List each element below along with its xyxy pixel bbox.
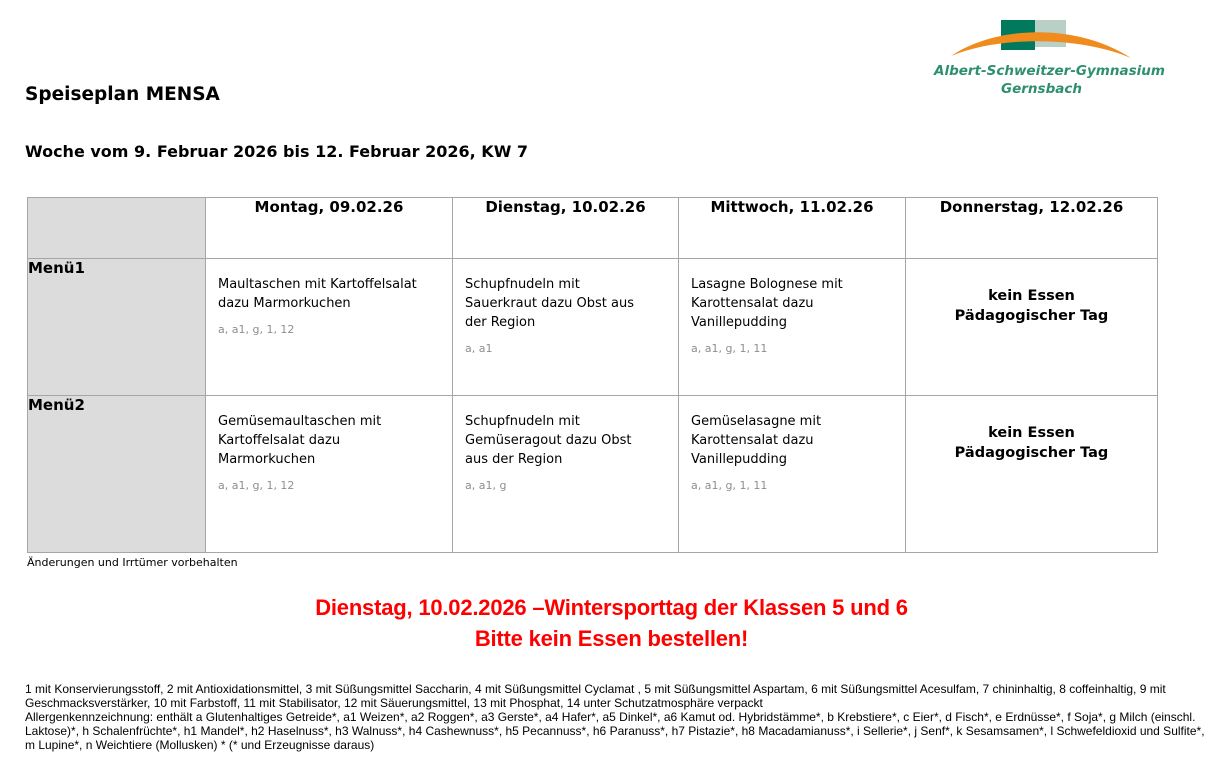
column-header-dienstag: Dienstag, 10.02.26 bbox=[453, 198, 679, 259]
meal-text: Schupfnudeln mit Sauerkraut dazu Obst aus der Region bbox=[465, 277, 634, 330]
school-logo bbox=[934, 12, 1165, 98]
no-meal-line1: kein Essen bbox=[988, 288, 1075, 304]
announcement bbox=[0, 592, 1223, 654]
footnotes bbox=[25, 682, 1213, 752]
no-meal-line1: kein Essen bbox=[988, 425, 1075, 441]
corner-cell bbox=[28, 198, 206, 259]
row-label-menu1: Menü1 bbox=[28, 259, 206, 396]
meal-text: Schupfnudeln mit Gemüseragout dazu Obst aus der Region bbox=[465, 414, 632, 467]
no-meal-line2: Pädagogischer Tag bbox=[954, 445, 1109, 461]
meal-cell bbox=[206, 396, 453, 553]
no-meal-notice bbox=[906, 396, 1158, 553]
additives-footnote: 1 mit Konservierungsstoff, 2 mit Antioxidationsmittel, 3 mit Süßungsmittel Saccharin, 4 mit Süßungsmittel Cyclamat , 5 mit Süßungsmittel Aspartam, 6 mit Süßungsmittel Acesulfam, 7 chininhaltig, 8 coffeinhaltig, 9 mit Geschmacksverstärker, 10 mit Farbstoff, 11 mit Stabilisator, 12 mit Säuerungsmittel, 13 mit Phosphat, 14 unter Schutzatmosphäre verpackt bbox=[25, 682, 1166, 710]
column-header-mittwoch: Mittwoch, 11.02.26 bbox=[679, 198, 906, 259]
allergen-codes: a, a1, g, 1, 12 bbox=[218, 323, 295, 336]
logo-mark-icon bbox=[939, 12, 1144, 62]
meal-cell bbox=[453, 396, 679, 553]
no-meal-line2: Pädagogischer Tag bbox=[954, 308, 1109, 324]
meal-cell bbox=[679, 259, 906, 396]
meal-cell bbox=[206, 259, 453, 396]
no-meal-notice bbox=[906, 259, 1158, 396]
page-title: Speiseplan MENSA bbox=[25, 84, 220, 105]
table-row-menu2 bbox=[28, 396, 1158, 553]
table-header-row bbox=[28, 198, 1158, 259]
announcement-line2: Bitte kein Essen bestellen! bbox=[474, 626, 749, 651]
disclaimer-text: Änderungen und Irrtümer vorbehalten bbox=[27, 556, 238, 569]
meal-text: Maultaschen mit Kartoffelsalat dazu Marmorkuchen bbox=[218, 277, 417, 311]
announcement-line1: Dienstag, 10.02.2026 –Wintersporttag der Klassen 5 und 6 bbox=[315, 595, 908, 620]
week-heading: Woche vom 9. Februar 2026 bis 12. Februar 2026, KW 7 bbox=[25, 142, 529, 161]
allergen-codes: a, a1, g, 1, 11 bbox=[691, 342, 768, 355]
meal-text: Gemüsemaultaschen mit Kartoffelsalat dazu Marmorkuchen bbox=[218, 414, 382, 467]
meal-cell bbox=[679, 396, 906, 553]
row-label-menu2: Menü2 bbox=[28, 396, 206, 553]
allergen-codes: a, a1, g, 1, 12 bbox=[218, 479, 295, 492]
allergen-codes: a, a1, g, 1, 11 bbox=[691, 479, 768, 492]
meal-text: Lasagne Bolognese mit Karottensalat dazu Vanillepudding bbox=[691, 277, 843, 330]
logo-city: Gernsbach bbox=[1001, 81, 1082, 97]
meal-cell bbox=[453, 259, 679, 396]
logo-school-name: Albert-Schweitzer-Gymnasium bbox=[934, 63, 1165, 79]
allergen-codes: a, a1 bbox=[465, 342, 493, 355]
meal-plan-table bbox=[27, 197, 1158, 553]
allergens-footnote: Allergenkennzeichnung: enthält a Glutenhaltiges Getreide*, a1 Weizen*, a2 Roggen*, a3 Gerste*, a4 Hafer*, a5 Dinkel*, a6 Kamut od. Hybridstämme*, b Krebstiere*, c Eier*, d Fisch*, e Erdnüsse*, f Soja*, g Milch (einschl. Laktose)*, h Schalenfrüchte*, h1 Mandel*, h2 Haselnuss*, h3 Walnuss*, h4 Cashewnuss*, h5 Pecannuss*, h6 Paranuss*, h7 Pistazie*, h8 Macadamianuss*, i Sellerie*, j Senf*, k Sesamsamen*, l Schwefeldioxid und Sulfite*, m Lupine*, n Weichtiere (Mollusken) * (* und Erzeugnisse daraus) bbox=[25, 710, 1205, 752]
meal-text: Gemüselasagne mit Karottensalat dazu Vanillepudding bbox=[691, 414, 822, 467]
column-header-montag: Montag, 09.02.26 bbox=[206, 198, 453, 259]
table-row-menu1 bbox=[28, 259, 1158, 396]
column-header-donnerstag: Donnerstag, 12.02.26 bbox=[906, 198, 1158, 259]
allergen-codes: a, a1, g bbox=[465, 479, 507, 492]
